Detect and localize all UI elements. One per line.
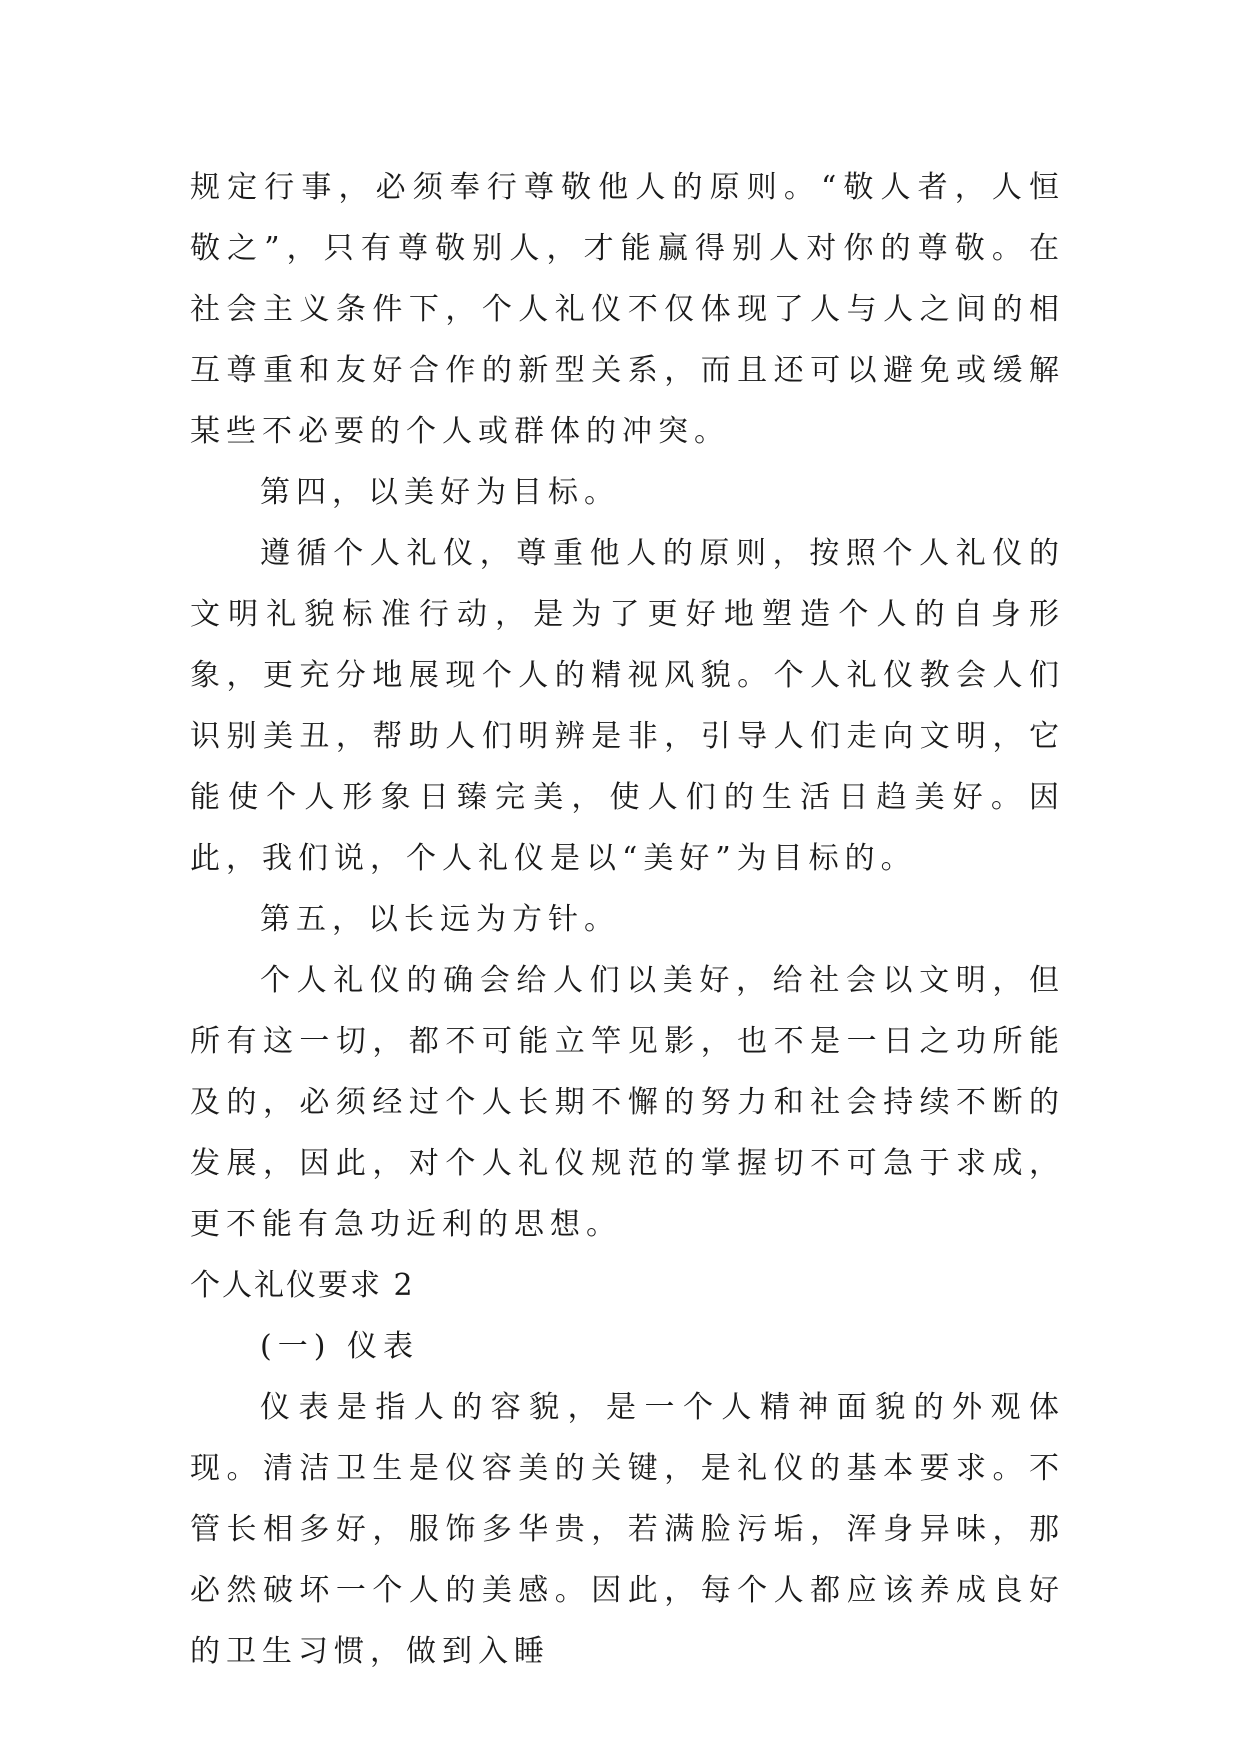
paragraph-appearance-body: 仪表是指人的容貌，是一个人精神面貌的外观体现。清洁卫生是仪容美的关键，是礼仪的基本要求。不管长相多好，服饰多华贵，若满脸污垢，浑身异味，那必然破坏一个人的美感。因此，每个人都应该养成良好的卫生习惯，做到入睡 [190, 1390, 1065, 1669]
paragraph-fifth-body: 个人礼仪的确会给人们以美好，给社会以文明，但所有这一切，都不可能立竿见影，也不是一日之功所能及的，必须经过个人长期不懈的努力和社会持续不断的发展，因此，对个人礼仪规范的掌握切不可急于求成，更不能有急功近利的思想。 [190, 963, 1065, 1242]
document-body [190, 157, 1065, 1682]
paragraph-heading-fifth: 第五，以长远为方针。 [260, 902, 620, 937]
section-heading: 个人礼仪要求 2 [190, 1268, 415, 1303]
paragraph-continuation: 规定行事，必须奉行尊敬他人的原则。“敬人者，人恒敬之”，只有尊敬别人，才能赢得别人对你的尊敬。在社会主义条件下，个人礼仪不仅体现了人与人之间的相互尊重和友好合作的新型关系，而且还可以避免或缓解某些不必要的个人或群体的冲突。 [190, 170, 1065, 449]
paragraph-heading-fourth: 第四，以美好为目标。 [260, 475, 620, 510]
paragraph-fourth-body: 遵循个人礼仪，尊重他人的原则，按照个人礼仪的文明礼貌标准行动，是为了更好地塑造个人的自身形象，更充分地展现个人的精视风貌。个人礼仪教会人们识别美丑，帮助人们明辨是非，引导人们走向文明，它能使个人形象日臻完美，使人们的生活日趋美好。因此，我们说，个人礼仪是以“美好”为目标的。 [190, 536, 1065, 876]
subsection-heading: (一) 仪表 [260, 1329, 419, 1364]
